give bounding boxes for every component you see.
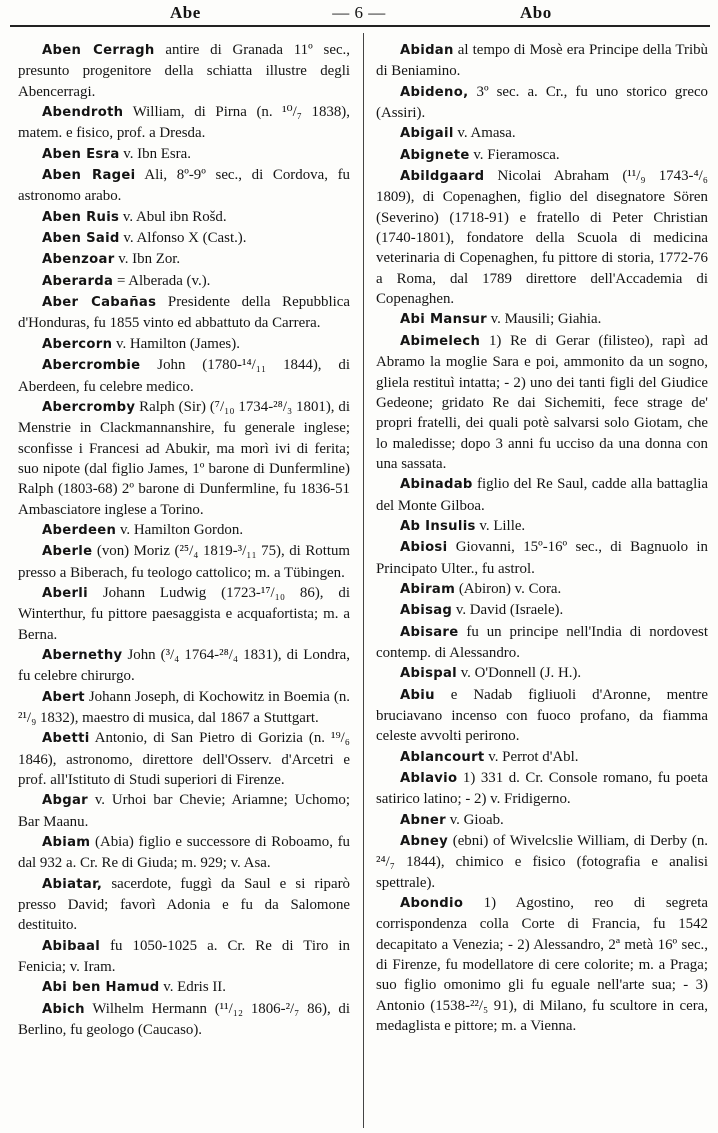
entry-text: v. Fieramosca. [469, 146, 560, 163]
entry [18, 292, 350, 334]
entry-headword: Ablancourt [400, 749, 485, 765]
entry [376, 474, 708, 516]
entry-headword: Abignete [400, 147, 470, 163]
entry-text: v. Abul ibn Rošd. [119, 208, 227, 225]
header-rule [10, 25, 710, 27]
entry [18, 790, 350, 832]
entry [18, 936, 350, 978]
entry-text: John (³/₄ 1764-²⁸/₄ 1831), di Londra, fu celebre chirurgo. [18, 646, 350, 685]
entry [18, 874, 350, 936]
entry [18, 228, 350, 249]
entry-headword: Abi ben Hamud [42, 980, 160, 996]
entry [18, 999, 350, 1041]
entry-headword: Abideno, [400, 84, 469, 100]
entry-text: v. Perrot d'Abl. [484, 748, 579, 765]
entry [376, 810, 708, 831]
entry-text: figlio del Re Saul, cadde alla battaglia del Monte Gilboa. [376, 476, 708, 514]
entry-headword: Abendroth [42, 105, 124, 121]
entry-text: Ralph (Sir) (⁷/₁₀ 1734-²⁸/₃ 1801), di Menstrie in Clackmannanshire, fu generale inglese; sconfisse i Francesi ad Abukir, ma morì ivi di ferita; suo nipote (dal figlio James, 1º barone di Dunfermline) Ralph (1803-68) 2º barone di Dunfermline, fu 1836-51 Ambasciatore inglese a Torino. [18, 398, 350, 518]
entry [376, 768, 708, 810]
column-divider [363, 33, 364, 1128]
entry-text: al tempo di Mosè era Principe della Tribù di Beniamino. [376, 42, 708, 80]
entry-headword: Abispal [400, 666, 457, 682]
entry-text: (ebni) of Wivelcslie William, di Derby (n. ²⁴/₇ 1844), chimico e fisico (fotografia e analisi spettrale). [376, 833, 708, 891]
page-number: — 6 — [332, 3, 386, 22]
entry-headword: Aberle [42, 544, 93, 560]
entry [18, 977, 350, 998]
entry-text: Johann Ludwig (1723-¹⁷/₁₀ 86), di Winterthur, fu pittore paesaggista e acquafortista; m. a Berna. [18, 584, 350, 643]
entry [18, 249, 350, 270]
entry [376, 516, 708, 537]
entry-headword: Aben Ruis [42, 209, 120, 225]
header-right-guideword: Abo [520, 3, 552, 22]
entry-text: v. Ibn Esra. [119, 145, 191, 162]
entry [376, 331, 708, 474]
entry-text: fu un principe nell'India di nordovest contemp. di Alessandro. [376, 623, 708, 661]
entry [18, 102, 350, 144]
entry [376, 622, 708, 664]
entry [376, 600, 708, 621]
entry-text: Presidente della Repubblica d'Honduras, fu 1855 vinto ed abbattuto da Carrera. [18, 294, 350, 332]
entry-headword: Abinadab [400, 477, 473, 493]
entry-headword: Abert [42, 689, 85, 705]
entry-text: sacerdote, fuggì da Saul e si riparò presso David; favorì Adonia e fu da Salomone destituito. [18, 875, 350, 934]
entry-headword: Abi Mansur [400, 312, 487, 328]
entry-headword: Abiam [42, 835, 91, 851]
entry [376, 663, 708, 684]
entry [376, 747, 708, 768]
entry [376, 893, 708, 1036]
entry-text: = Alberada (v.). [113, 272, 211, 289]
entry-headword: Aben Esra [42, 146, 120, 162]
entry-text: v. Lille. [475, 517, 526, 534]
entry-headword: Abich [42, 1001, 85, 1017]
entry-text: Giovanni, 15º-16º sec., di Bagnuolo in Principato Ulter., fu astrol. [376, 539, 708, 577]
entry-text: v. Urhoi bar Chevie; Ariamne; Uchomo; Bar Maanu. [18, 792, 350, 830]
entry [18, 144, 350, 165]
entry-headword: Abercromby [42, 399, 136, 415]
entry [18, 541, 350, 583]
right-column [376, 40, 708, 1037]
entry-text: Johann Joseph, di Kochowitz in Boemia (n. ²¹/₉ 1832), maestro di musica, dal 1867 a Stuttgart. [18, 688, 350, 726]
entry-headword: Abimelech [400, 333, 481, 349]
entry-headword: Abenzoar [42, 252, 115, 268]
entry-text: John (1780-¹⁴/₁₁ 1844), di Aberdeen, fu celebre medico. [18, 357, 350, 395]
entry-text: antire di Granada 11º sec., presunto progenitore della schiatta illustre degli Abencerragi. [18, 42, 351, 100]
entry-headword: Aberdeen [42, 522, 117, 538]
entry-headword: Abidan [400, 43, 454, 58]
entry [18, 334, 350, 355]
entry-text: 1) Re di Gerar (filisteo), rapì ad Abramo la moglie Sara e poi, ammonito da un sogno, gliela restituì intatta; - 2) uno dei tanti figli del Giudice Gedeone; gridato Re dai Sichemiti, fece strage de' propri fratelli, dei quali potè salvarsi solo Giotam, che lo maledisse; dopo 3 anni fu ucciso da una donna con una sassata. [376, 332, 708, 472]
entry-text: fu 1050-1025 a. Cr. Re di Tiro in Fenicia; v. Iram. [18, 937, 350, 976]
entry [376, 309, 708, 330]
entry [376, 579, 708, 600]
entry-text: 1) Agostino, reo di segreta corrispondenza colla Corte di Francia, fu 1542 decapitato a Venezia; - 2) Alessandro, 2ª metà 16º sec., di Firenze, fu modellatore di cere colorite; m. a Praga; suo figlio omonimo gli fu eguale nell'arte sua; - 3) Antonio (1538-²²/₅ 91), di Milano, fu scultore in cera, medaglista e pittore; m. a Vienna. [376, 895, 708, 1035]
page-header [0, 0, 718, 24]
entry-text: v. Mausili; Giahia. [486, 311, 602, 328]
entry-text: v. Gioab. [445, 811, 504, 828]
entry-text: e Nadab figliuoli d'Aronne, mentre bruciavano incenso con fuoco profano, da fiamma celeste avvolti perirono. [376, 686, 708, 745]
entry [18, 687, 350, 729]
entry-text: William, di Pirna (n. ¹⁰/₇ 1838), matem. e fisico, prof. a Dresda. [18, 104, 350, 142]
entry-text: (von) Moriz (²⁵/₄ 1819-³/₁₁ 75), di Rottum presso a Biberach, fu teologo cattolico; m. a Tübingen. [18, 543, 350, 581]
entry-headword: Abiatar, [42, 876, 103, 892]
entry [376, 166, 708, 309]
entry [18, 728, 350, 790]
entry [376, 537, 708, 579]
entry-text: 1) 331 d. Cr. Console romano, fu poeta satirico latino; - 2) v. Fridigerno. [376, 770, 708, 808]
entry-text: v. Amasa. [453, 125, 516, 142]
entry-headword: Aberli [42, 585, 88, 601]
entry-headword: Abernethy [42, 647, 123, 663]
entry-headword: Abiram [400, 581, 456, 597]
entry-headword: Abigail [400, 126, 454, 142]
entry-text: Ali, 8º-9º sec., di Cordova, fu astronomo arabo. [18, 167, 350, 205]
entry-headword: Aben Said [42, 231, 120, 247]
entry [18, 832, 350, 874]
entry [18, 355, 350, 397]
entry [18, 645, 350, 687]
entry [18, 583, 350, 645]
entry-headword: Ablavio [400, 771, 458, 787]
entry-headword: Abercrombie [42, 358, 141, 374]
entry-headword: Abercorn [42, 336, 113, 352]
entry-text: v. David (Israele). [452, 602, 564, 619]
entry [18, 40, 350, 102]
entry-text: v. Alfonso X (Cast.). [119, 230, 247, 247]
entry [376, 123, 708, 144]
entry-headword: Abisare [400, 624, 459, 640]
entry-headword: Abetti [42, 731, 90, 747]
header-left-guideword: Abe [170, 3, 201, 22]
entry-headword: Abner [400, 812, 446, 828]
entry-text: v. Hamilton Gordon. [116, 521, 244, 538]
entry-text: Antonio, di San Pietro di Gorizia (n. ¹⁹/₆ 1846), astronomo, direttore dell'Osserv. d'Arcetri e prof. all'Istituto di Studi superiori di Firenze. [18, 730, 350, 789]
entry-text: v. Ibn Zor. [114, 251, 181, 268]
entry [376, 40, 708, 82]
entry-headword: Ab Insulis [400, 518, 476, 534]
entry-headword: Aberarda [42, 273, 114, 289]
entry-headword: Abgar [42, 793, 88, 809]
entry [18, 520, 350, 541]
entry-text: Nicolai Abraham (¹¹/₉ 1743-⁴/₆ 1809), di Copenaghen, figlio del disegnatore Sören (Severino) (1718-91) e fratello di Peter Christian (1740-1801), fondatore della Scuola di medicina veterinaria di Copenaghen, fu pittore di storia, 1772-76 a Roma, dal 1789 direttore dell'Accademia di Copenaghen. [376, 168, 708, 308]
entry [376, 82, 708, 124]
entry [376, 685, 708, 747]
entry [18, 165, 350, 207]
entry-text: v. Edris II. [159, 979, 226, 996]
entry [18, 207, 350, 228]
entry-headword: Abibaal [42, 938, 101, 954]
left-column [18, 40, 350, 1041]
entry-headword: Abiu [400, 687, 435, 703]
entry-text: Wilhelm Hermann (¹¹/₁₂ 1806-²/₇ 86), di Berlino, fu geologo (Caucaso). [18, 1000, 350, 1039]
entry-text: (Abia) figlio e successore di Roboamo, fu dal 932 a. Cr. Re di Giuda; m. 929; v. Asa. [18, 834, 350, 872]
entry-text: v. Hamilton (James). [112, 335, 240, 352]
entry [376, 145, 708, 166]
entry [376, 831, 708, 893]
entry-headword: Abildgaard [400, 169, 485, 185]
entry-headword: Abondio [400, 896, 464, 912]
entry-headword: Aben Cerragh [42, 43, 155, 58]
entry-headword: Abiosi [400, 540, 448, 556]
entry-text: 3º sec. a. Cr., fu uno storico greco (Assiri). [376, 83, 708, 122]
entry [18, 271, 350, 292]
entry-headword: Abisag [400, 603, 453, 619]
entry-headword: Aber Cabañas [42, 295, 157, 311]
entry [18, 397, 350, 520]
entry-text: (Abiron) v. Cora. [455, 580, 562, 597]
entry-headword: Aben Ragei [42, 168, 136, 184]
entry-headword: Abney [400, 834, 449, 850]
entry-text: v. O'Donnell (J. H.). [456, 665, 582, 682]
